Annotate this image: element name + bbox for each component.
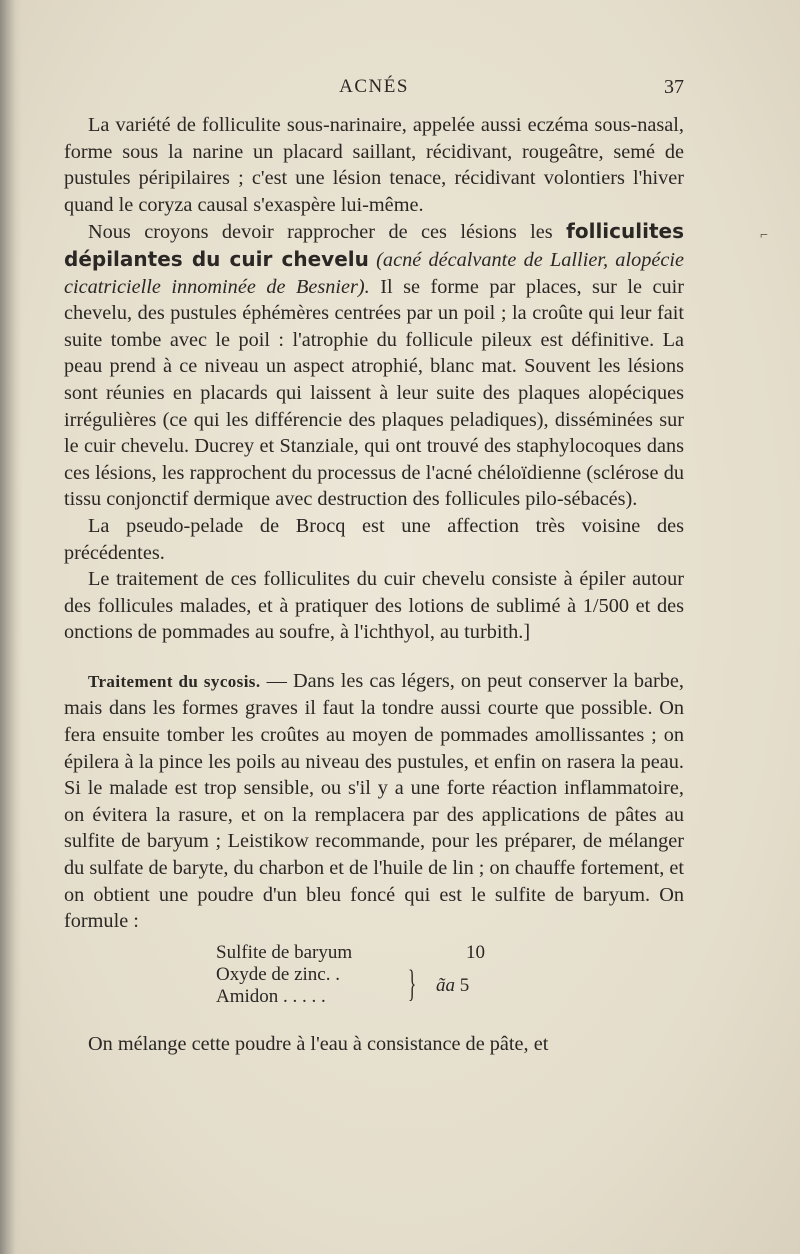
paragraph-folliculites-depilantes	[64, 218, 684, 513]
paragraph-text: Il se forme par places, sur le cuir chevelu, des pustules éphémères centrées par un poil ; la croûte qui leur fait suite tombe avec le poil : l'atrophie du follicule pileux est définitive. La peau prend à ce niveau un aspect atrophié, blanc mat. Souvent les lésions sont réunies en placards qui laissent à leur suite des plaques alopéciques irrégulières (ce qui les différencie des plaques peladiques), disséminées sur le cuir chevelu. Ducrey et Stanziale, qui ont trouvé des staphylocoques dans ces lésions, les rapprochent du processus de l'acné chéloïdienne (sclérose du tissu conjonctif dermique avec destruction des follicules pilo-sébacés).	[64, 275, 684, 511]
formula-row-zinc: Oxyde de zinc. .	[216, 963, 340, 985]
bold-term: folliculites dépilantes du cuir chevelu	[64, 219, 684, 271]
page-number: 37	[664, 76, 684, 98]
running-head: ACNÉS	[339, 76, 409, 97]
book-binding-edge	[0, 0, 22, 1254]
paragraph-traitement-folliculites: Le traitement de ces folliculites du cuir chevelu consiste à épiler autour des follicules malades, et à pratiquer des lotions de sublimé à 1/500 et des onctions de pommades au soufre, à l'ichthyol, au turbith.]	[64, 568, 684, 644]
curly-brace-icon: }	[408, 962, 417, 1005]
paragraph-text: Nous croyons devoir rapprocher de ces lésions les	[88, 221, 553, 244]
paragraph-sous-narinaire: La variété de folliculite sous-narinaire, appelée aussi eczéma sous-nasal, forme sous la narine un placard saillant, récidivant, rougeâtre, semé de pustules péripilaires ; c'est une lésion tenace, récidivant volontiers l'hiver quand le coryza causal s'exaspère lui-même.	[64, 114, 684, 216]
formula-row-amidon: Amidon . . . . .	[216, 985, 326, 1007]
paragraph-pseudo-pelade: La pseudo-pelade de Brocq est une affection très voisine des précédentes.	[64, 514, 684, 564]
formula-qty-sulfite: 10	[466, 941, 485, 963]
section-heading: Traitement du sycosis.	[88, 671, 261, 691]
paragraph-text: — Dans les cas légers, on peut conserver la barbe, mais dans les formes graves il faut la tondre aussi courte que possible. On fera ensuite tomber les croûtes au moyen de pommades amollissantes ; on épilera à la pince les poils au niveau des pustules, et enfin on rasera la peau. Si le malade est trop sensible, ou s'il y a une forte réaction inflammatoire, on évitera la rasure, et on la remplacera par des applications de pâtes au sulfite de baryum ; Leistikow recommande, pour les préparer, de mélanger du sulfate de baryte, du charbon et de l'huile de lin ; on chauffe fortement, et on obtient une poudre d'un bleu foncé qui est le sulfite de baryum. On formule :	[64, 669, 684, 933]
formula-shared-value: 5	[459, 974, 470, 996]
formula-aa: ãa	[436, 974, 455, 996]
formula-row-sulfite: Sulfite de baryum	[216, 941, 353, 963]
italic-synonyms: (acné décalvante de Lallier, alopécie cicatricielle innominée de Besnier).	[64, 248, 685, 298]
paragraph-traitement-sycosis	[64, 668, 684, 935]
margin-mark-icon: ⌐	[760, 228, 768, 243]
paragraph-last-line: On mélange cette poudre à l'eau à consistance de pâte, et	[88, 1032, 549, 1055]
prescription-formula	[216, 943, 536, 1025]
section-spacer	[64, 646, 684, 668]
formula-shared-qty	[436, 976, 469, 996]
page-header	[64, 76, 684, 110]
body-text	[64, 112, 684, 1078]
